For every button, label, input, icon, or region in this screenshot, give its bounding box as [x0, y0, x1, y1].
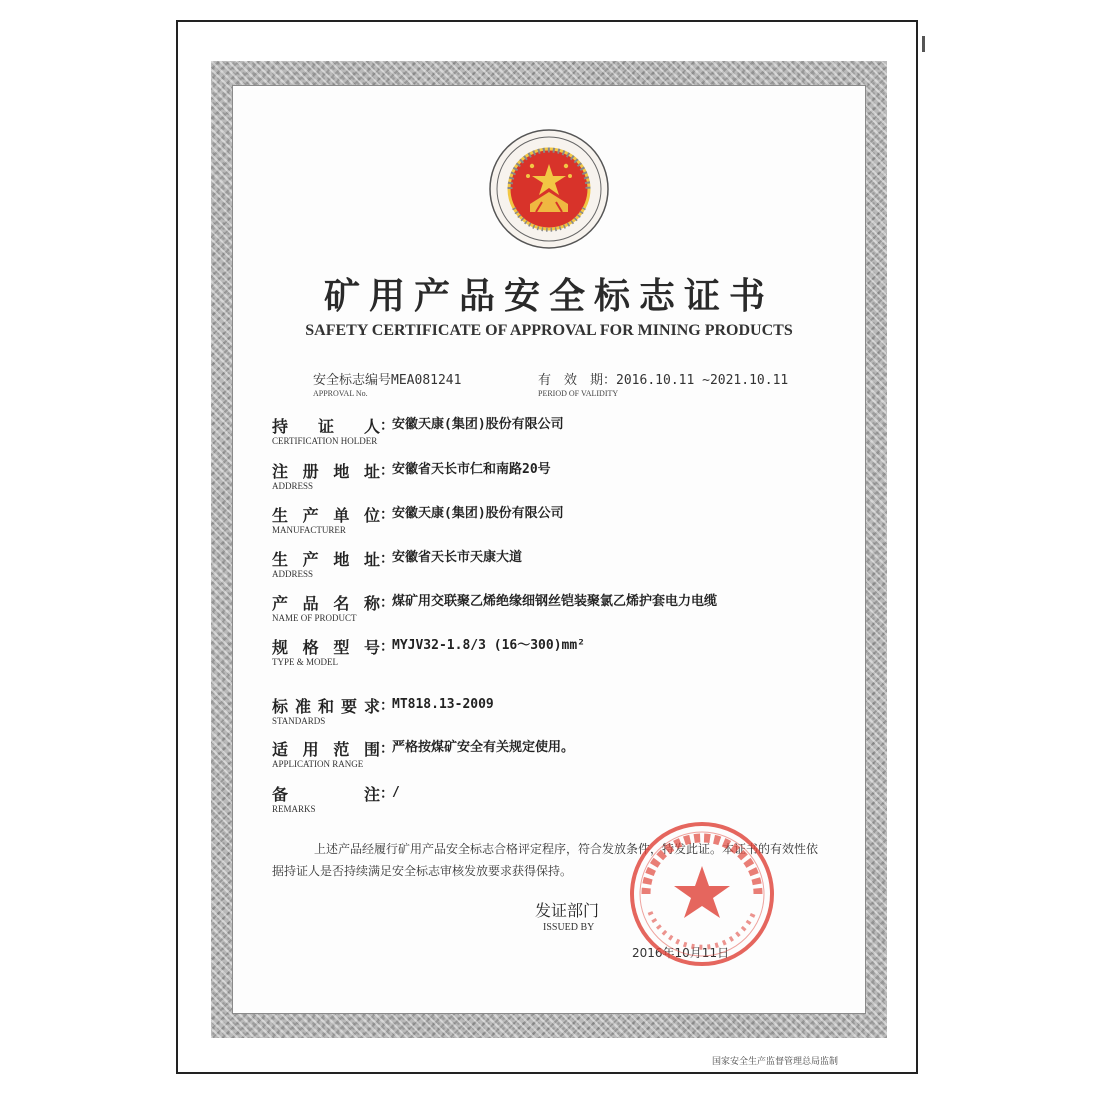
- certificate-title-cn: 矿用产品安全标志证书: [323, 275, 774, 317]
- field-label: 适用范围: [272, 740, 380, 759]
- field-colon: ：: [380, 698, 394, 714]
- field-value: /: [392, 785, 400, 800]
- field-colon: ：: [380, 595, 394, 611]
- field-sub-label: MANUFACTURER: [272, 525, 346, 535]
- certification-statement: 上述产品经履行矿用产品安全标志合格评定程序，符合发放条件，特发此证。本证书的有效性依据持证人是否持续满足安全标志审核发放要求获得保持。: [272, 842, 819, 878]
- field-colon: ：: [380, 741, 394, 757]
- approval-no-label: 安全标志编号: [313, 373, 392, 388]
- scan-mark: [922, 36, 925, 52]
- field-sub-label: STANDARDS: [272, 716, 326, 726]
- validity-sub: PERIOD OF VALIDITY: [538, 389, 619, 398]
- field-sub-label: TYPE & MODEL: [272, 657, 338, 667]
- validity-value: 2016.10.11 ~2021.10.11: [616, 373, 789, 388]
- field-colon: ：: [380, 551, 394, 567]
- field-label: 规格型号: [272, 638, 380, 657]
- field-label: 生产单位: [272, 506, 380, 525]
- field-sub-label: CERTIFICATION HOLDER: [272, 436, 378, 446]
- field-label: 标准和要求: [272, 697, 380, 716]
- approval-no-value: MEA081241: [391, 373, 462, 388]
- footer-supervision-note: 国家安全生产监督管理总局监制: [712, 1057, 839, 1067]
- field-colon: ：: [380, 463, 394, 479]
- field-sub-label: ADDRESS: [272, 481, 314, 491]
- issuer-label-en: ISSUED BY: [543, 922, 595, 933]
- field-sub-label: NAME OF PRODUCT: [272, 613, 357, 623]
- field-value: 严格按煤矿安全有关规定使用。: [392, 740, 575, 755]
- field-value: MYJV32-1.8/3 (16～300)mm²: [392, 638, 586, 653]
- red-official-stamp-icon: [628, 820, 776, 968]
- field-colon: ：: [380, 786, 394, 802]
- field-colon: ：: [380, 418, 394, 434]
- field-value: 煤矿用交联聚乙烯绝缘细钢丝铠装聚氯乙烯护套电力电缆: [392, 594, 718, 609]
- approval-no-sub: APPROVAL No.: [313, 389, 368, 398]
- field-value: MT818.13-2009: [392, 697, 494, 712]
- field-label: 备注: [272, 785, 380, 804]
- field-value: 安徽天康(集团)股份有限公司: [392, 417, 564, 432]
- field-label: 注册地址: [272, 462, 380, 481]
- field-value: 安徽省天长市天康大道: [392, 550, 523, 565]
- field-value: 安徽天康(集团)股份有限公司: [392, 506, 564, 521]
- validity-period: 有 效 期：2016.10.11 ~2021.10.11: [538, 373, 789, 388]
- certificate-title-en: SAFETY CERTIFICATE OF APPROVAL FOR MINING PRODUCTS: [305, 322, 793, 339]
- field-label: 产品名称: [272, 594, 380, 613]
- issue-date: 2016年10月11日: [632, 946, 730, 960]
- field-colon: ：: [380, 507, 394, 523]
- field-sub-label: REMARKS: [272, 804, 316, 814]
- field-sub-label: APPLICATION RANGE: [272, 759, 364, 769]
- approval-no: [313, 369, 461, 388]
- validity-label: 有 效 期: [538, 373, 604, 388]
- national-emblem-seal-icon: [488, 128, 610, 250]
- field-label: 持证人: [272, 417, 380, 436]
- field-value: 安徽省天长市仁和南路20号: [392, 462, 551, 477]
- field-sub-label: ADDRESS: [272, 569, 314, 579]
- field-label: 生产地址: [272, 550, 380, 569]
- issuer-label: 发证部门: [535, 901, 600, 920]
- field-colon: ：: [380, 639, 394, 655]
